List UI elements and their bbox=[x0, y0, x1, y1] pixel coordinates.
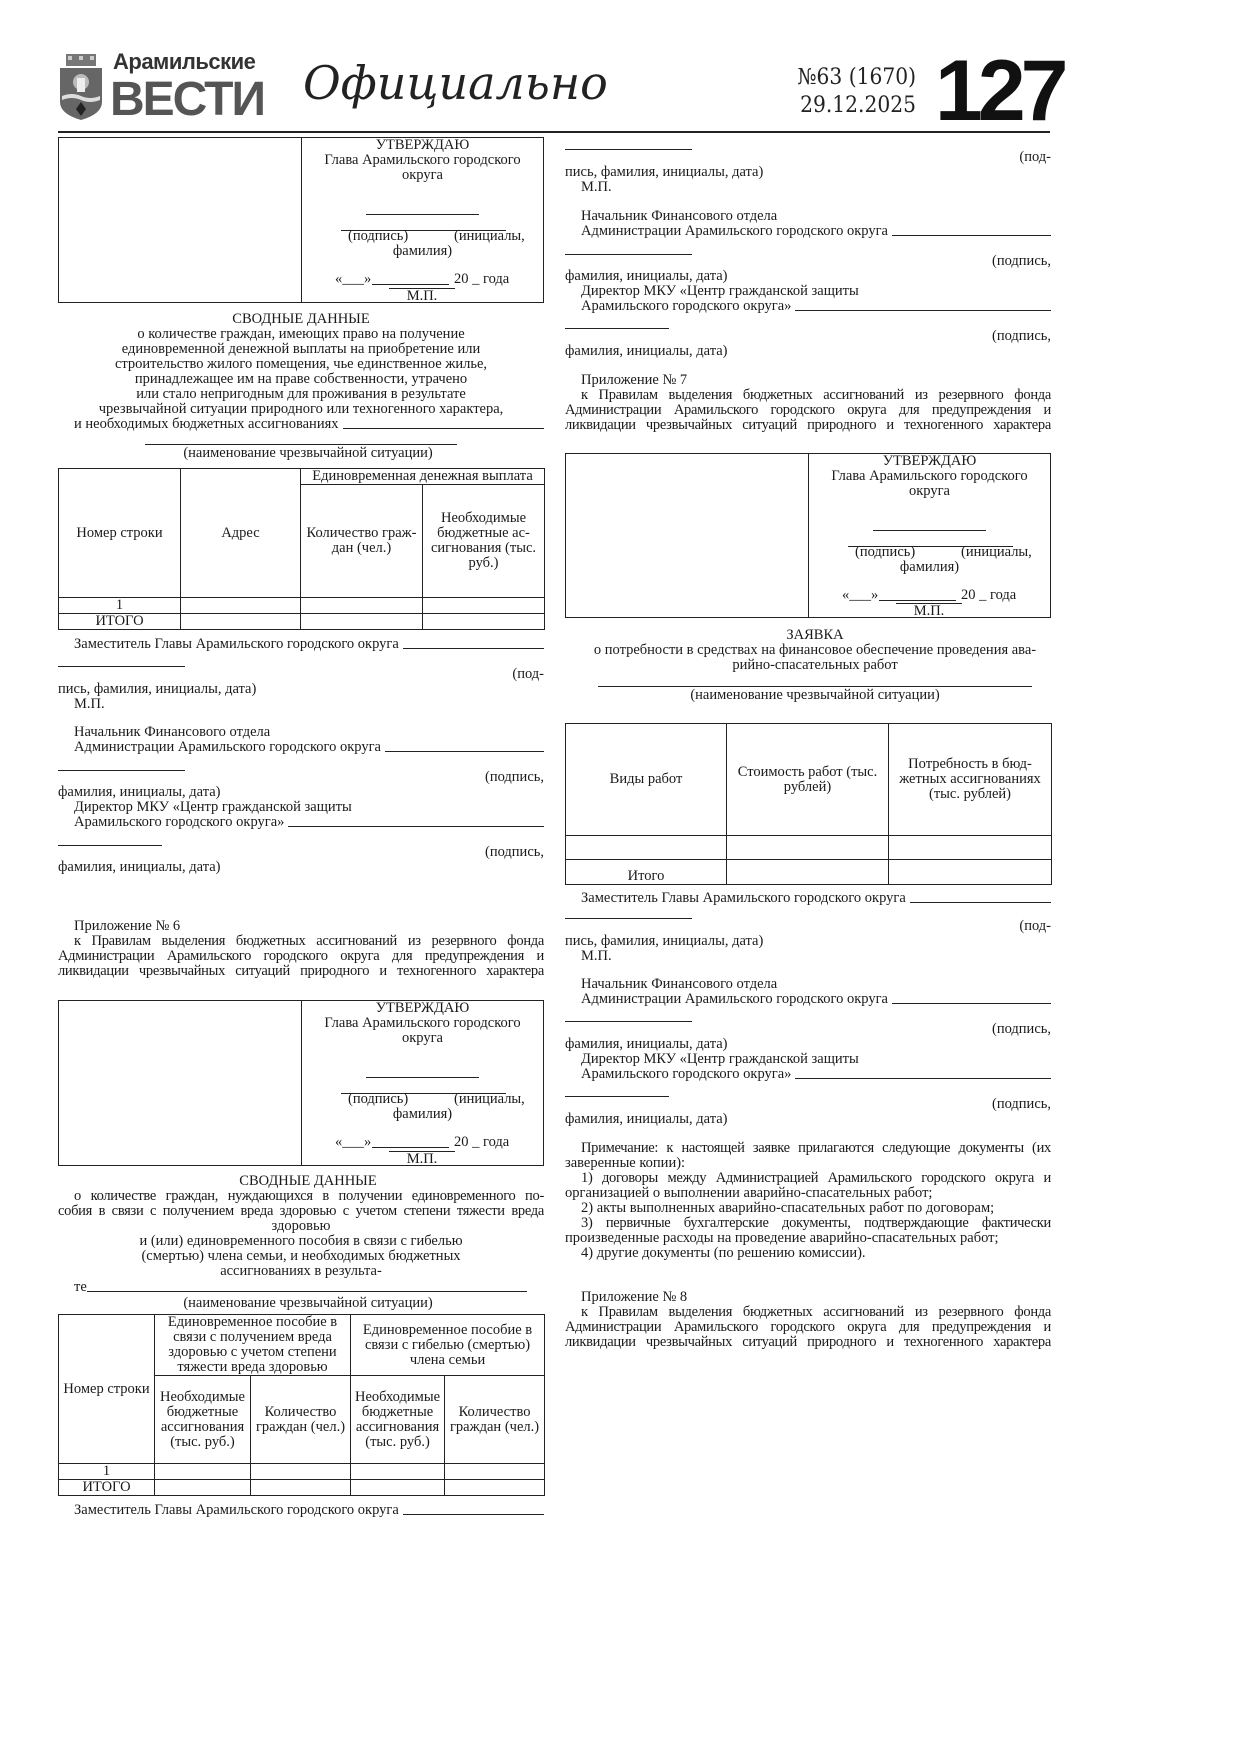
surname-label: фамилия) bbox=[899, 559, 960, 575]
doc1-line: или стало непригодным для проживания в результате bbox=[136, 386, 466, 402]
appendix-line: Администрации Арамильского городского округа для предупреждения и bbox=[58, 948, 544, 964]
initials-label: (инициалы, bbox=[961, 544, 1032, 560]
approval-title: УТВЕРЖДАЮ bbox=[882, 453, 977, 469]
appendix-7-title: Приложение № 7 bbox=[581, 372, 688, 388]
approval-title: УТВЕРЖДАЮ bbox=[375, 137, 470, 153]
doc2-line: те bbox=[74, 1279, 87, 1295]
note-line: организацией о выполнении аварийно-спасательных работ; bbox=[565, 1185, 933, 1201]
signature-hint: (подпись, bbox=[992, 253, 1051, 269]
signature-label: (подпись) bbox=[855, 544, 916, 560]
signature-hint: фамилия, инициалы, дата) bbox=[565, 1036, 728, 1052]
approval-line: округа bbox=[402, 1030, 443, 1046]
stamp-label: М.П. bbox=[581, 948, 612, 964]
signature-hint: фамилия, инициалы, дата) bbox=[565, 1111, 728, 1127]
doc2-line: ассигнованиях в результа- bbox=[220, 1263, 382, 1279]
appendix-line: Администрации Арамильского городского округа для предупреждения и bbox=[565, 1319, 1051, 1335]
issue-number: №63 (1670) bbox=[797, 65, 916, 90]
finance-head-label: Начальник Финансового отдела bbox=[74, 724, 271, 740]
signature-label: (подпись) bbox=[348, 228, 409, 244]
signature-label: (подпись) bbox=[348, 1091, 409, 1107]
approval-line: Глава Арамильского городского bbox=[324, 152, 521, 168]
appendix-8-title: Приложение № 8 bbox=[581, 1289, 688, 1305]
initials-label: (инициалы, bbox=[454, 228, 525, 244]
col-citizens-count: Количество граж- дан (чел.) bbox=[301, 485, 423, 598]
emergency-name-label: (наименование чрезвычайной ситуации) bbox=[183, 1295, 433, 1311]
signature-hint: (под- bbox=[1019, 149, 1051, 165]
director-label: Арамильского городского округа» bbox=[581, 298, 792, 314]
stamp-label: М.П. bbox=[74, 696, 105, 712]
deputy-signature-label: Заместитель Главы Арамильского городского округа bbox=[74, 636, 399, 652]
col-budget-need: Потребность в бюд- жетных ассигнованиях (тыс. рублей) bbox=[889, 724, 1052, 836]
table-total-row: Итого bbox=[566, 860, 1052, 885]
stamp-label: М.П. bbox=[389, 288, 455, 304]
doc1-line: о количестве граждан, имеющих право на получение bbox=[137, 326, 465, 342]
date-day-blank: «___» bbox=[335, 1134, 372, 1150]
signature-hint: (подпись, bbox=[992, 1096, 1051, 1112]
col-budget: Необходимые бюджетные ассигнования (тыс. руб.) bbox=[155, 1376, 251, 1464]
emergency-name-label: (наименование чрезвычайной ситуации) bbox=[183, 445, 433, 461]
signature-hint: фамилия, инициалы, дата) bbox=[565, 268, 728, 284]
signature-hint: (подпись, bbox=[992, 328, 1051, 344]
date-year-label: 20 _ года bbox=[961, 587, 1017, 603]
director-label: Арамильского городского округа» bbox=[581, 1066, 792, 1082]
director-label: Директор МКУ «Центр гражданской защиты bbox=[581, 283, 859, 299]
doc1-table bbox=[58, 468, 545, 630]
signature-hint: (под- bbox=[512, 666, 544, 682]
finance-head-label: Начальник Финансового отдела bbox=[581, 208, 778, 224]
doc2-line: о количестве граждан, нуждающихся в получении единовременного по- bbox=[74, 1188, 544, 1204]
request-table bbox=[565, 723, 1052, 885]
approval-box bbox=[565, 453, 1051, 618]
finance-head-label: Администрации Арамильского городского округа bbox=[581, 223, 888, 239]
approval-box bbox=[58, 137, 544, 303]
logo-title-bottom: ВЕСТИ bbox=[110, 73, 264, 126]
col-count: Количество граждан (чел.) bbox=[445, 1376, 545, 1464]
header-rule bbox=[58, 131, 1050, 133]
doc1-line: строительство жилого помещения, чье единственное жилье, bbox=[114, 356, 488, 372]
doc1-line: и необходимых бюджетных ассигнованиях bbox=[74, 416, 339, 432]
note-line: 1) договоры между Администрацией Арамильского городского округа и bbox=[581, 1170, 1051, 1186]
approval-line: округа bbox=[402, 167, 443, 183]
doc2-title: СВОДНЫЕ ДАННЫЕ bbox=[239, 1173, 377, 1189]
date-day-blank: «___» bbox=[335, 271, 372, 287]
signature-hint: фамилия, инициалы, дата) bbox=[58, 859, 221, 875]
doc2-line: собия в связи с получением вреда здоровью с учетом степени тяжести вреда bbox=[58, 1203, 544, 1219]
director-label: Директор МКУ «Центр гражданской защиты bbox=[581, 1051, 859, 1067]
note-line: 4) другие документы (по решению комиссии). bbox=[581, 1245, 866, 1261]
director-label: Арамильского городского округа» bbox=[74, 814, 285, 830]
signature-hint: фамилия, инициалы, дата) bbox=[565, 343, 728, 359]
doc2-line: (смертью) члена семьи, и необходимых бюджетных bbox=[141, 1248, 461, 1264]
signature-hint: фамилия, инициалы, дата) bbox=[58, 784, 221, 800]
approval-box bbox=[58, 1000, 544, 1166]
doc1-title: СВОДНЫЕ ДАННЫЕ bbox=[232, 311, 370, 327]
col-row-number: Номер строки bbox=[59, 1315, 155, 1464]
coat-of-arms-icon bbox=[58, 54, 104, 120]
col-work-type: Виды работ bbox=[566, 724, 727, 836]
issue-date: 29.12.2025 bbox=[800, 93, 916, 118]
col-work-cost: Стоимость работ (тыс. рублей) bbox=[727, 724, 889, 836]
signature-hint: (подпись, bbox=[992, 1021, 1051, 1037]
note-line: 3) первичные бухгалтерские документы, подтверждающие фактически bbox=[581, 1215, 1051, 1231]
emergency-name-label: (наименование чрезвычайной ситуации) bbox=[690, 687, 940, 703]
note-line: Примечание: к настоящей заявке прилагаются следующие документы (их bbox=[581, 1140, 1051, 1156]
appendix-line: к Правилам выделения бюджетных ассигнований из резервного фонда bbox=[581, 1304, 1051, 1320]
doc1-line: чрезвычайной ситуации природного или техногенного характера, bbox=[98, 401, 504, 417]
appendix-line: ликвидации чрезвычайных ситуаций природного и техногенного характера bbox=[565, 1334, 1051, 1350]
deputy-signature-label: Заместитель Главы Арамильского городского округа bbox=[74, 1502, 399, 1518]
appendix-line: ликвидации чрезвычайных ситуаций природного и техногенного характера bbox=[58, 963, 544, 979]
section-title: Официально bbox=[303, 56, 608, 110]
signature-hint: (подпись, bbox=[485, 769, 544, 785]
date-day-blank: «___» bbox=[842, 587, 879, 603]
table-total-row: ИТОГО bbox=[59, 1480, 545, 1496]
logo-title-top: Арамильские bbox=[113, 49, 256, 74]
request-line: о потребности в средствах на финансовое обеспечение проведения ава- bbox=[593, 642, 1037, 658]
finance-head-label: Начальник Финансового отдела bbox=[581, 976, 778, 992]
signature-hint: пись, фамилия, инициалы, дата) bbox=[58, 681, 257, 697]
initials-label: (инициалы, bbox=[454, 1091, 525, 1107]
surname-label: фамилия) bbox=[392, 243, 453, 259]
table-row bbox=[566, 836, 1052, 860]
note-line: произведенные расходы на проведение аварийно-спасательных работ; bbox=[565, 1230, 999, 1246]
doc2-table bbox=[58, 1314, 545, 1496]
stamp-label: М.П. bbox=[896, 603, 962, 619]
request-line: рийно-спасательных работ bbox=[732, 657, 898, 673]
col-group-health: Единовременное пособие в связи с получением вреда здоровью с учетом степени тяжести вреда здоровью bbox=[155, 1315, 351, 1376]
stamp-label: М.П. bbox=[581, 179, 612, 195]
date-year-label: 20 _ года bbox=[454, 271, 510, 287]
note-line: 2) акты выполненных аварийно-спасательных работ по договорам; bbox=[581, 1200, 995, 1216]
director-label: Директор МКУ «Центр гражданской защиты bbox=[74, 799, 352, 815]
col-group-death: Единовременное пособие в связи с гибелью (смертью) члена семьи bbox=[351, 1315, 545, 1376]
col-row-number: Номер строки bbox=[59, 469, 181, 598]
signature-hint: пись, фамилия, инициалы, дата) bbox=[565, 164, 764, 180]
stamp-label: М.П. bbox=[389, 1151, 455, 1167]
appendix-6-title: Приложение № 6 bbox=[74, 918, 181, 934]
col-group-payment: Единовременная денежная выплата bbox=[301, 469, 545, 485]
surname-label: фамилия) bbox=[392, 1106, 453, 1122]
date-year-label: 20 _ года bbox=[454, 1134, 510, 1150]
appendix-line: Администрации Арамильского городского округа для предупреждения и bbox=[565, 402, 1051, 418]
appendix-line: к Правилам выделения бюджетных ассигнований из резервного фонда bbox=[74, 933, 544, 949]
approval-title: УТВЕРЖДАЮ bbox=[375, 1000, 470, 1016]
table-total-row: ИТОГО bbox=[59, 614, 545, 630]
doc2-line: и (или) единовременного пособия в связи с гибелью bbox=[139, 1233, 463, 1249]
page-number: 127 bbox=[935, 43, 1064, 139]
col-budget: Необходимые бюджетные ас- сигнования (тыс. руб.) bbox=[423, 485, 545, 598]
signature-hint: пись, фамилия, инициалы, дата) bbox=[565, 933, 764, 949]
doc1-line: единовременной денежной выплаты на приобретение или bbox=[121, 341, 481, 357]
finance-head-label: Администрации Арамильского городского округа bbox=[74, 739, 381, 755]
col-address: Адрес bbox=[181, 469, 301, 598]
finance-head-label: Администрации Арамильского городского округа bbox=[581, 991, 888, 1007]
appendix-line: ликвидации чрезвычайных ситуаций природного и техногенного характера bbox=[565, 417, 1051, 433]
signature-hint: (подпись, bbox=[485, 844, 544, 860]
deputy-signature-label: Заместитель Главы Арамильского городского округа bbox=[581, 890, 906, 906]
col-budget: Необходимые бюджетные ассигнования (тыс. руб.) bbox=[351, 1376, 445, 1464]
note-line: заверенные копии): bbox=[565, 1155, 686, 1171]
table-row: 1 bbox=[59, 1464, 545, 1480]
table-row: 1 bbox=[59, 598, 545, 614]
approval-line: округа bbox=[909, 483, 950, 499]
appendix-line: к Правилам выделения бюджетных ассигнований из резервного фонда bbox=[581, 387, 1051, 403]
doc2-line: здоровью bbox=[271, 1218, 331, 1234]
doc1-line: принадлежащее им на праве собственности, утрачено bbox=[134, 371, 468, 387]
approval-line: Глава Арамильского городского bbox=[324, 1015, 521, 1031]
signature-hint: (под- bbox=[1019, 918, 1051, 934]
col-count: Количество граждан (чел.) bbox=[251, 1376, 351, 1464]
approval-line: Глава Арамильского городского bbox=[831, 468, 1028, 484]
request-title: ЗАЯВКА bbox=[786, 627, 844, 643]
